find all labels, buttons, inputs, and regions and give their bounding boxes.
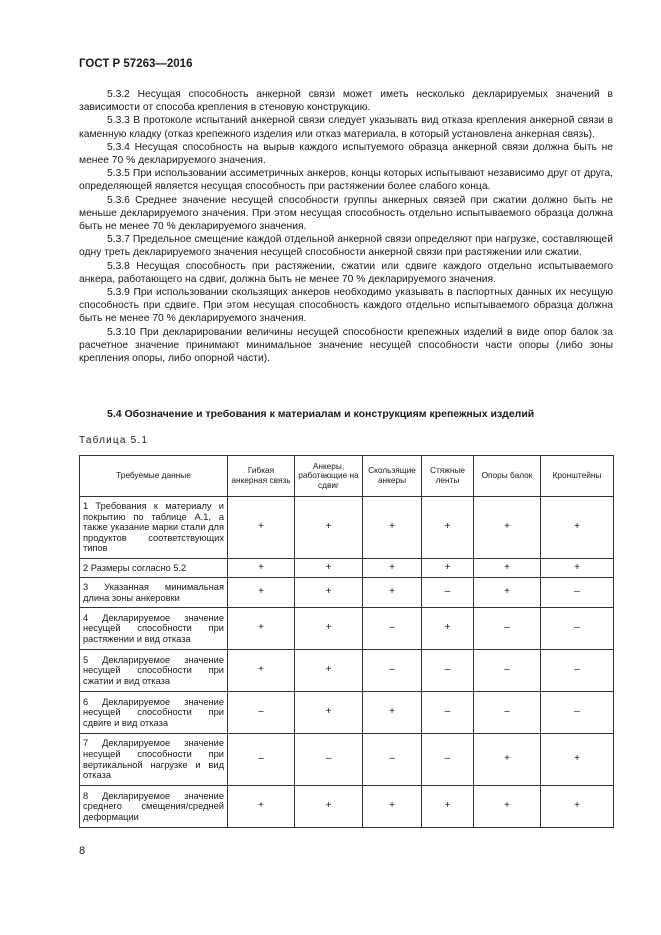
requirement-cell: 8 Декларируемое значение среднего смещения/средней деформации [80, 786, 228, 828]
paragraph: 5.3.6 Среднее значение несущей способности группы анкерных связей при сжатии должно быть не меньше декларируемого значения. При этом несущая способность отдельно испытываемого образца должна быть не менее 70 % декларируемого значения. [79, 194, 613, 233]
mark-cell: + [363, 578, 422, 608]
header-cell: Стяжные ленты [422, 456, 474, 497]
requirement-cell: 4 Декларируемое значение несущей способности при растяжении и вид отказа [80, 608, 228, 650]
requirement-cell: 1 Требования к материалу и покрытию по таблице А.1, а также указание марки стали для продуктов соответствующих типов [80, 497, 228, 559]
mark-cell: + [295, 497, 363, 559]
mark-cell: + [541, 559, 614, 578]
mark-cell: – [541, 608, 614, 650]
document-header: ГОСТ Р 57263—2016 [79, 58, 193, 70]
table-row [80, 497, 614, 559]
mark-cell: – [228, 734, 295, 786]
table-row [80, 578, 614, 608]
mark-cell: + [228, 497, 295, 559]
mark-cell: – [541, 578, 614, 608]
header-cell: Анкеры, работающие на сдвиг [295, 456, 363, 497]
body-text [79, 88, 613, 365]
mark-cell: + [474, 559, 541, 578]
mark-cell: + [474, 497, 541, 559]
table-caption: Таблица 5.1 [79, 435, 149, 446]
mark-cell: + [228, 559, 295, 578]
table-row [80, 786, 614, 828]
mark-cell: – [422, 578, 474, 608]
requirement-cell: 6 Декларируемое значение несущей способности при сдвиге и вид отказа [80, 692, 228, 734]
mark-cell: + [422, 497, 474, 559]
table-row [80, 559, 614, 578]
mark-cell: + [295, 786, 363, 828]
mark-cell: + [228, 608, 295, 650]
mark-cell: – [363, 608, 422, 650]
mark-cell: – [228, 692, 295, 734]
mark-cell: + [541, 786, 614, 828]
mark-cell: + [474, 578, 541, 608]
mark-cell: + [295, 608, 363, 650]
mark-cell: + [541, 734, 614, 786]
header-cell: Опоры балок [474, 456, 541, 497]
mark-cell: + [422, 786, 474, 828]
mark-cell: – [474, 692, 541, 734]
mark-cell: + [228, 578, 295, 608]
paragraph: 5.3.10 При декларировании величины несущей способности крепежных изделий в виде опор балок за расчетное значение принимают минимальное значение несущей способности части опоры (либо зоны крепления опоры, либо опорной части). [79, 326, 613, 365]
paragraph: 5.3.8 Несущая способность при растяжении, сжатии или сдвиге каждого отдельно испытываемого анкера, работающего на сдвиг, должна быть не менее 70 % декларируемого значения. [79, 260, 613, 285]
paragraph: 5.3.7 Предельное смещение каждой отдельной анкерной связи определяют при нагрузке, составляющей одну треть декларируемого значения несущей способности анкерной связи при растяжении или сжатии. [79, 234, 613, 259]
mark-cell: + [295, 692, 363, 734]
mark-cell: + [363, 786, 422, 828]
requirement-cell: 7 Декларируемое значение несущей способности при вертикальной нагрузке и вид отказа [80, 734, 228, 786]
section-title: 5.4 Обозначение и требования к материалам и конструкциям крепежных изделий [107, 408, 535, 420]
mark-cell: + [363, 497, 422, 559]
mark-cell: – [541, 650, 614, 692]
requirements-table [79, 455, 614, 828]
mark-cell: – [363, 650, 422, 692]
mark-cell: – [422, 734, 474, 786]
paragraph: 5.3.9 При использовании скользящих анкеров необходимо указывать в паспортных данных их несущую способность при сдвиге. При этом несущая способность каждого отдельно испытываемого образца должна быть не менее 70 % декларируемого значения. [79, 287, 613, 325]
header-cell: Требуемые данные [80, 456, 228, 497]
mark-cell: + [474, 734, 541, 786]
header-cell: Гибкая анкерная связь [228, 456, 295, 497]
header-cell: Кронштейны [541, 456, 614, 497]
table-header-row [80, 456, 614, 497]
mark-cell: + [541, 497, 614, 559]
paragraph: 5.3.3 В протоколе испытаний анкерной связи следует указывать вид отказа крепления анкерной связи в каменную кладку (отказ крепежного изделия или отказ материала, в который установлена анкерная связь). [79, 115, 613, 140]
mark-cell: + [228, 786, 295, 828]
mark-cell: + [295, 650, 363, 692]
mark-cell: – [422, 692, 474, 734]
mark-cell: + [363, 559, 422, 578]
table-row [80, 734, 614, 786]
requirement-cell: 5 Декларируемое значение несущей способности при сжатии и вид отказа [80, 650, 228, 692]
mark-cell: – [474, 650, 541, 692]
requirement-cell: 2 Размеры согласно 5.2 [80, 559, 228, 578]
mark-cell: + [422, 608, 474, 650]
mark-cell: + [228, 650, 295, 692]
mark-cell: – [422, 650, 474, 692]
header-cell: Скользящие анкеры [363, 456, 422, 497]
mark-cell: – [541, 692, 614, 734]
table-row [80, 692, 614, 734]
mark-cell: + [295, 559, 363, 578]
mark-cell: + [474, 786, 541, 828]
requirement-cell: 3 Указанная минимальная длина зоны анкеровки [80, 578, 228, 608]
paragraph: 5.3.4 Несущая способность на вырыв каждого испытуемого образца анкерной связи должна быть не менее 70 % декларируемого значения. [79, 141, 613, 167]
page-number: 8 [79, 845, 86, 857]
mark-cell: + [295, 578, 363, 608]
paragraph: 5.3.5 При использовании ассиметричных анкеров, концы которых испытывают независимо друг от друга, определяющей является несущая способность при растяжении более слабого конца. [79, 168, 613, 193]
mark-cell: + [422, 559, 474, 578]
mark-cell: – [474, 608, 541, 650]
mark-cell: + [363, 692, 422, 734]
mark-cell: – [295, 734, 363, 786]
table-row [80, 650, 614, 692]
mark-cell: – [363, 734, 422, 786]
paragraph: 5.3.2 Несущая способность анкерной связи может иметь несколько декларируемых значений в зависимости от способа крепления в стеновую конструкцию. [79, 89, 613, 114]
table-row [80, 608, 614, 650]
